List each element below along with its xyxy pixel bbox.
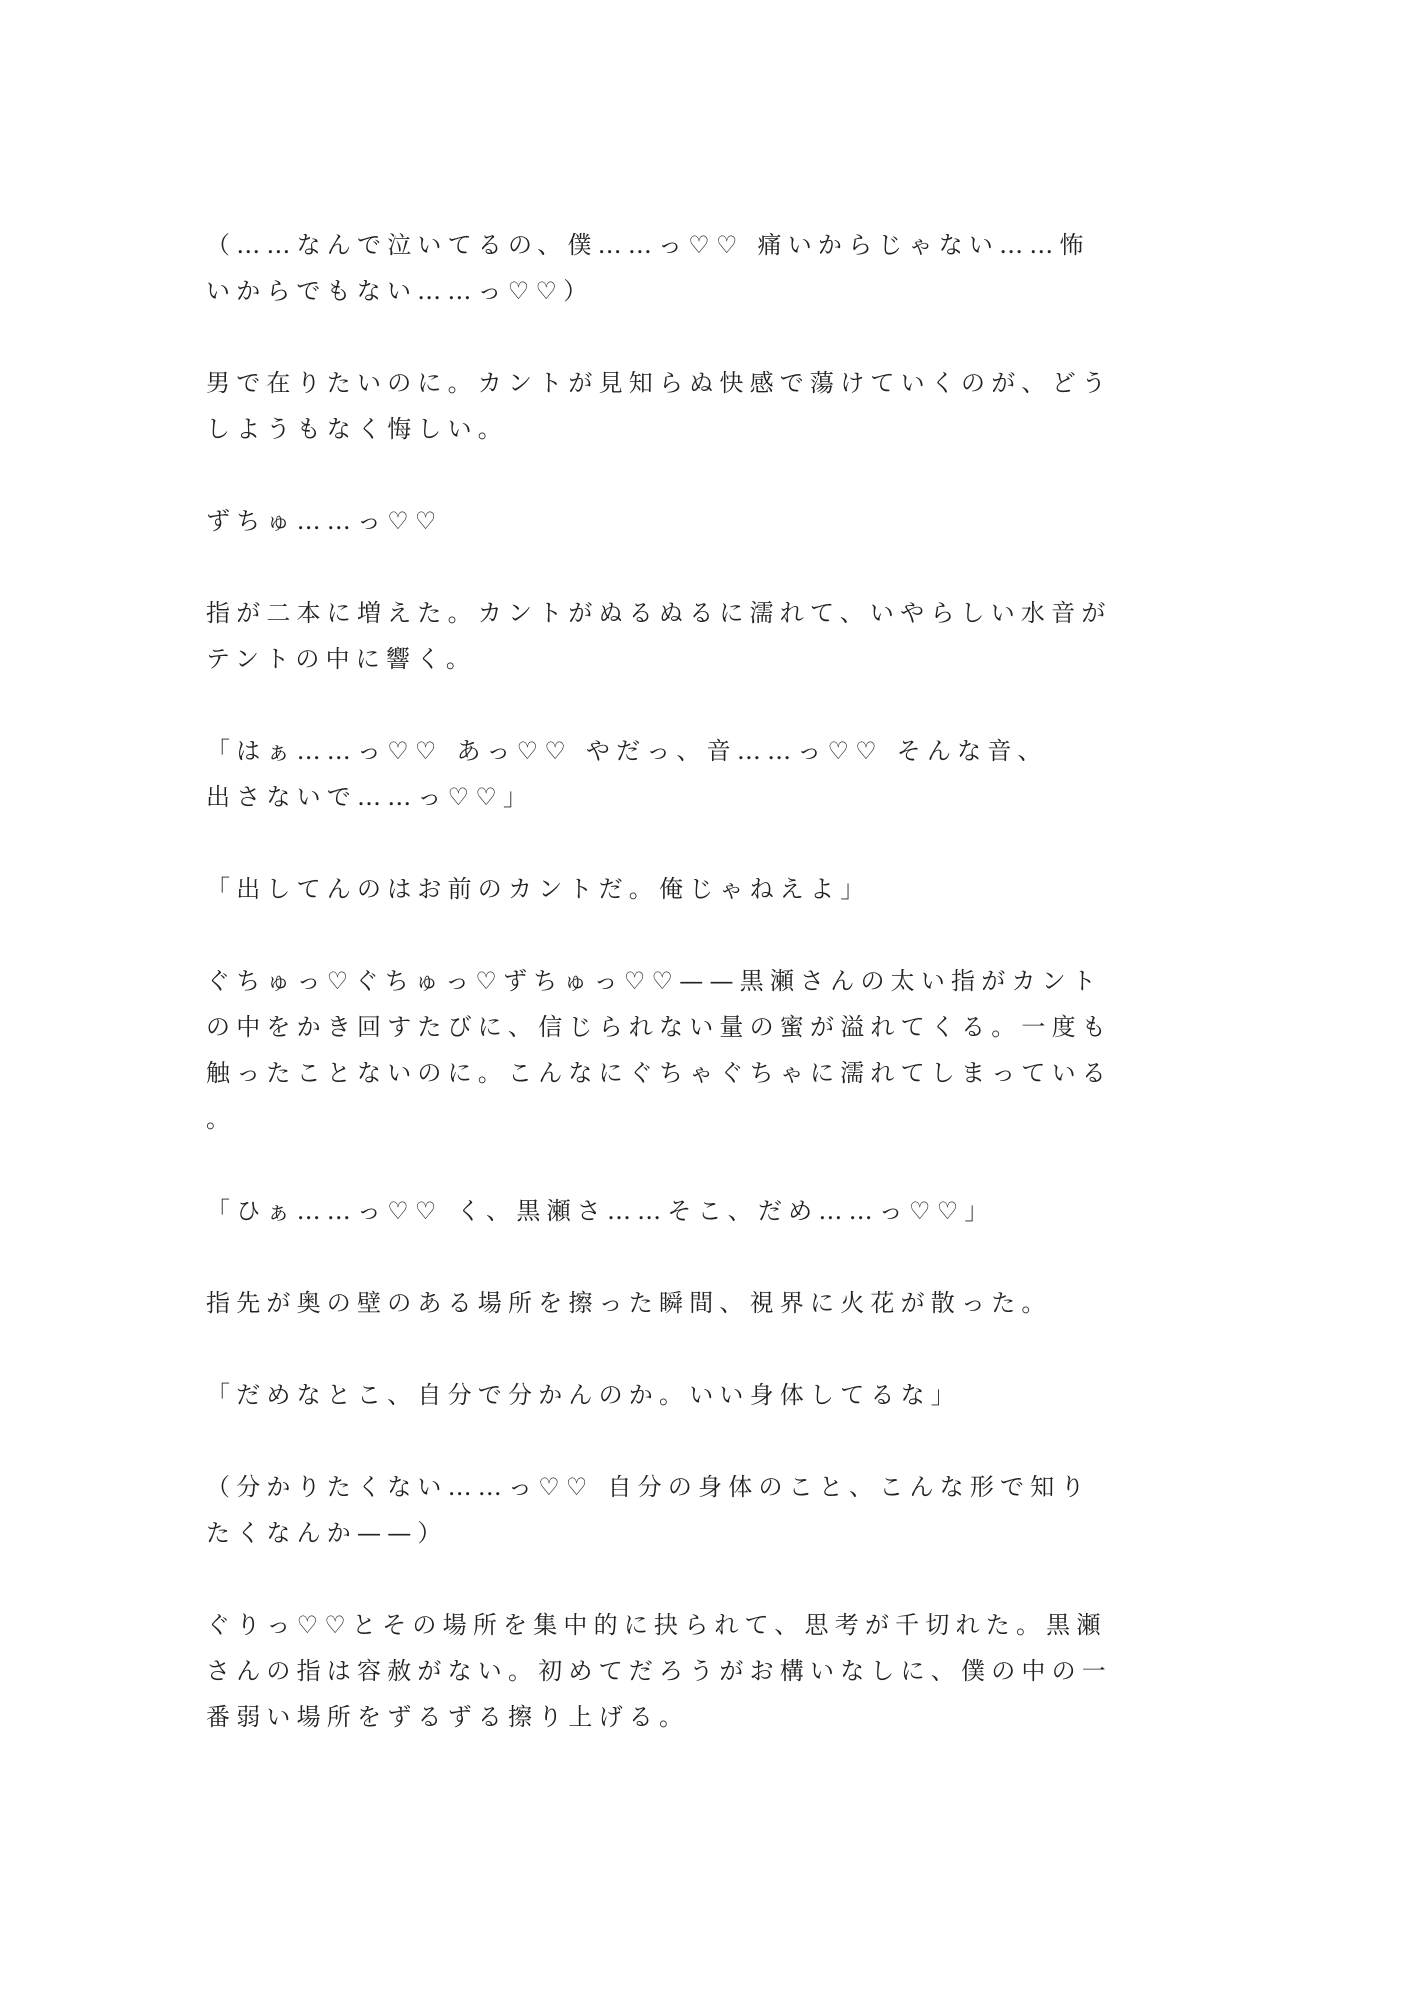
text-line: 触ったことないのに。こんなにぐちゃぐちゃに濡れてしまっている (206, 1059, 1112, 1087)
paragraph (206, 360, 1206, 452)
text-line: さんの指は容赦がない。初めてだろうがお構いなしに、僕の中の一 (206, 1657, 1112, 1685)
paragraph (206, 1464, 1206, 1556)
text-line: いからでもない……っ♡♡） (206, 277, 594, 305)
paragraph (206, 590, 1206, 682)
paragraph (206, 1280, 1206, 1326)
paragraph (206, 1372, 1206, 1418)
text-line: テントの中に響く。 (206, 645, 477, 673)
paragraph (206, 1602, 1206, 1740)
paragraph (206, 222, 1206, 314)
text-line: ぐちゅっ♡ぐちゅっ♡ずちゅっ♡♡——黒瀬さんの太い指がカント (206, 967, 1103, 995)
text-line: 。 (206, 1105, 237, 1133)
paragraph (206, 1188, 1206, 1234)
text-line: の中をかき回すたびに、信じられない量の蜜が溢れてくる。一度も (206, 1013, 1112, 1041)
document-page (206, 222, 1206, 1786)
text-line: 番弱い場所をずるずる擦り上げる。 (206, 1703, 690, 1731)
text-line: 「ひぁ……っ♡♡ く、黒瀬さ……そこ、だめ……っ♡♡」 (206, 1197, 995, 1225)
text-line: 出さないで……っ♡♡」 (206, 783, 534, 811)
text-line: 「はぁ……っ♡♡ あっ♡♡ やだっ、音……っ♡♡ そんな音、 (206, 737, 1048, 765)
text-line: 指が二本に増えた。カントがぬるぬるに濡れて、いやらしい水音が (206, 599, 1112, 627)
text-line: 男で在りたいのに。カントが見知らぬ快感で蕩けていくのが、どう (206, 369, 1112, 397)
paragraph (206, 498, 1206, 544)
paragraph (206, 866, 1206, 912)
text-line: しようもなく悔しい。 (206, 415, 508, 443)
text-line: 「だめなとこ、自分で分かんのか。いい身体してるな」 (206, 1381, 961, 1409)
text-line: ずちゅ……っ♡♡ (206, 507, 443, 535)
text-line: 指先が奥の壁のある場所を擦った瞬間、視界に火花が散った。 (206, 1289, 1052, 1317)
text-line: ぐりっ♡♡とその場所を集中的に抉られて、思考が千切れた。黒瀬 (206, 1611, 1107, 1639)
text-line: （……なんで泣いてるの、僕……っ♡♡ 痛いからじゃない……怖 (206, 231, 1090, 259)
paragraph (206, 728, 1206, 820)
text-line: （分かりたくない……っ♡♡ 自分の身体のこと、こんな形で知り (206, 1473, 1091, 1501)
paragraph (206, 958, 1206, 1142)
text-line: たくなんか——） (206, 1519, 448, 1547)
text-line: 「出してんのはお前のカントだ。俺じゃねえよ」 (206, 875, 871, 903)
